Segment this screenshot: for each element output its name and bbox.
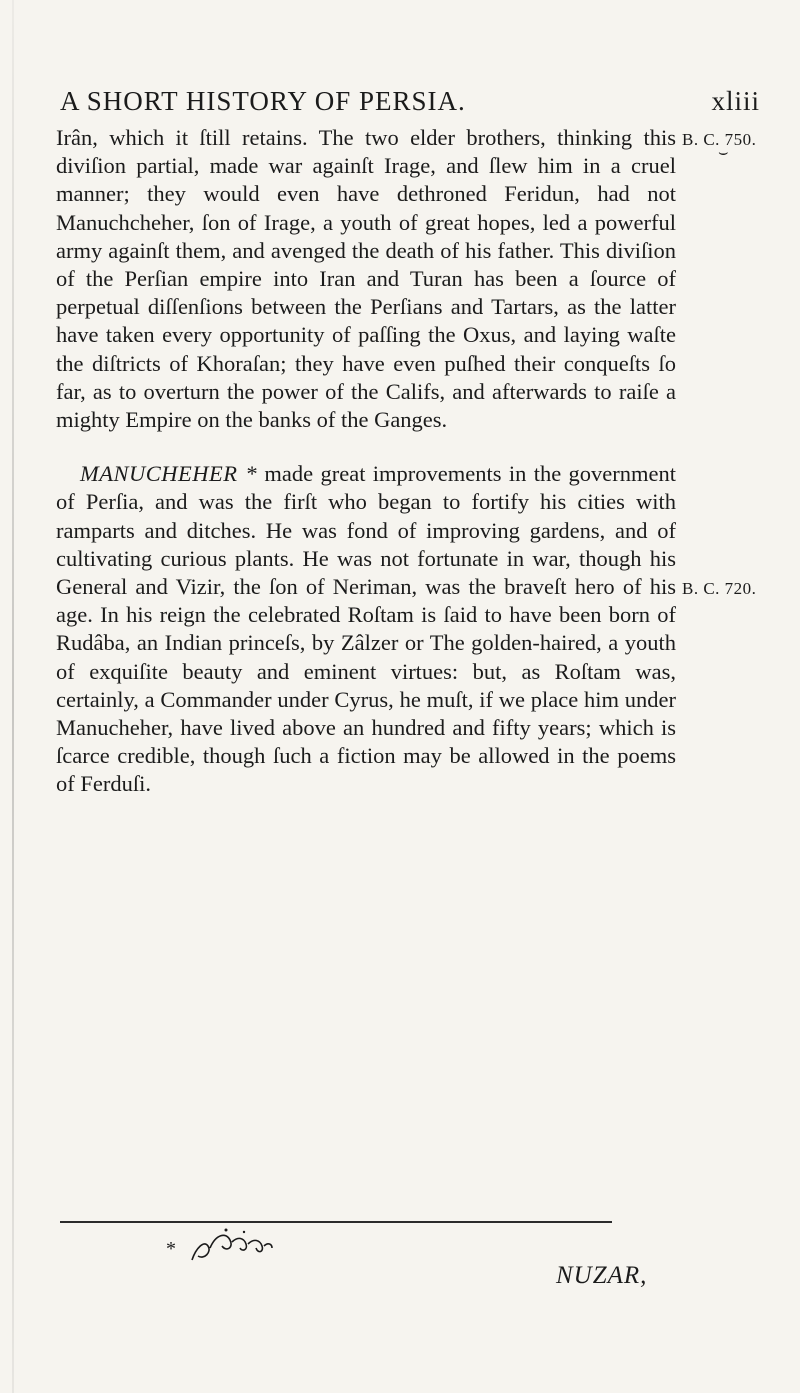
- running-head-title: A SHORT HISTORY OF PERSIA.: [60, 86, 466, 116]
- footnote-rule: [60, 1221, 612, 1223]
- catchword: NUZAR,: [556, 1262, 648, 1289]
- footnote-marker: *: [166, 1238, 176, 1260]
- paragraph-2-body: made great improvements in the government of Perſia, and was the firſt who began to fortify his cities with ramparts and ditches. He was fond of improving gardens, and of cultivating curious plants. He was not fortunate in war, though his General and Vizir, the ſon of Neriman, was the braveſt hero of his age. In his reign the celebrated Roſtam is ſaid to have been born of Rudâba, an Indian princeſs, by Zâlzer or The golden-haired, a youth of exquiſite beauty and eminent virtues: but, as Roſtam was, certainly, a Commander under Cyrus, he muſt, if we place him under Manucheher, have lived above an hundred and fifty years; which is ſcarce credible, though ſuch a fiction may be allowed in the poems of Ferduſi.: [56, 461, 676, 797]
- margin-date-1: B. C. 750.: [682, 130, 757, 149]
- margin-brace: ⌣: [718, 144, 730, 161]
- margin-date-2: B. C. 720.: [682, 579, 757, 598]
- arabic-script-signature: [186, 1226, 276, 1266]
- binding-gutter: [12, 0, 14, 1393]
- page-number: xliii: [711, 86, 760, 116]
- running-head: [60, 86, 760, 122]
- paragraph-1: Irân, which it ſtill retains. The two elder brothers, thinking this diviſion partial, made war againſt Irage, and ſlew him in a cruel manner; they would even have dethroned Feridun, had not Manuchcheher, ſon of Irage, a youth of great hopes, led a powerful army againſt them, and avenged the death of his father. This diviſion of the Perſian empire into Iran and Turan has been a ſource of perpetual diſſenſions between the Perſians and Tartars, as the latter have taken every opportunity of paſſing the Oxus, and laying waſte the diſtricts of Khoraſan; they have even puſhed their conqueſts ſo far, as to overturn the power of the Califs, and afterwards to raiſe a mighty Empire on the banks of the Ganges.: [56, 125, 676, 433]
- paragraph-2: [56, 460, 676, 798]
- paragraph-2-lead: MANUCHEHER *: [80, 461, 258, 487]
- body-text: [56, 124, 676, 799]
